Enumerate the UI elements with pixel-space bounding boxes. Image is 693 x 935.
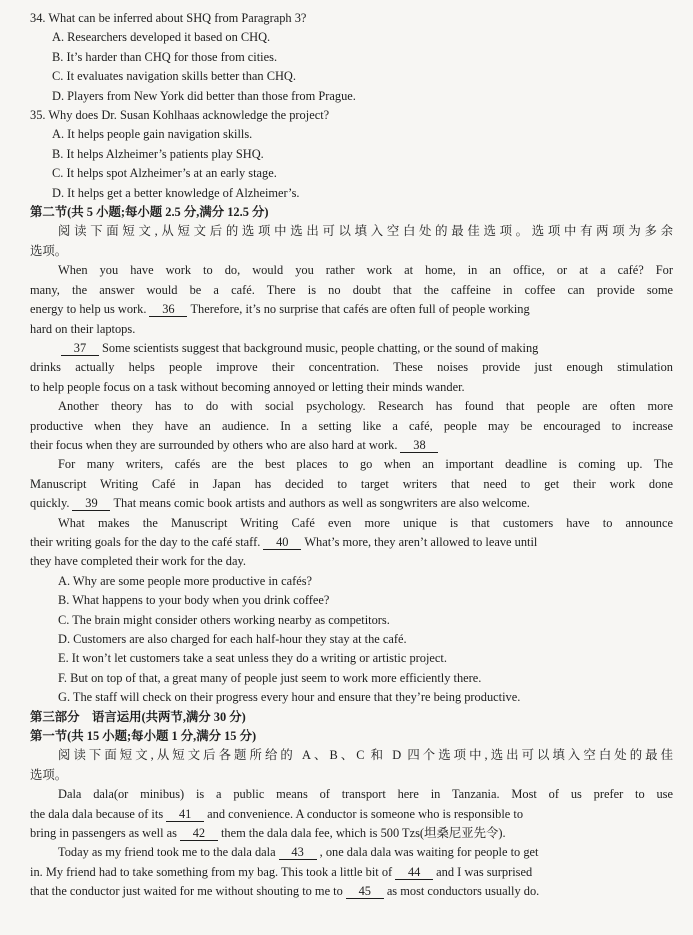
passage-text: them the dala dala fee, which is 500 Tzs(坦桑尼亚先令). xyxy=(220,826,506,841)
blank-44: 44 xyxy=(395,865,433,880)
passage-text: bring in passengers as well as xyxy=(30,826,177,841)
section-2-instructions-line2: 选项。 xyxy=(30,243,68,258)
section-2-instructions-line1: 阅读下面短文,从短文后的选项中选出可以填入空白处的最佳选项。选项中有两项为多余 xyxy=(58,224,673,239)
passage-text: their writing goals for the day to the café staff. xyxy=(30,534,261,549)
passage-p1-line1: When you have work to do, would you rather work at home, in an office, or at a café? For xyxy=(58,263,673,278)
blank-41: 41 xyxy=(166,807,204,822)
blank-45: 45 xyxy=(346,884,384,899)
cloze-p2-line3 xyxy=(30,882,673,901)
passage-text: as most conductors usually do. xyxy=(386,884,540,899)
passage-p1-line4: hard on their laptops. xyxy=(30,321,136,336)
section-2-heading: 第二节(共 5 小题;每小题 2.5 分,满分 12.5 分) xyxy=(30,205,269,220)
passage-p2-line3: to help people focus on a task without becoming annoyed or letting their minds wander. xyxy=(30,379,465,394)
passage-p3-line1: Another theory has to do with social psychology. Research has found that people are often more xyxy=(58,399,673,414)
passage-p1-line3 xyxy=(30,300,673,319)
passage-text: , one dala dala was waiting for people to get xyxy=(319,845,539,860)
passage-text: their focus when they are surrounded by others who are also hard at work. xyxy=(30,437,398,452)
part-3-section-1-heading: 第一节(共 15 小题;每小题 1 分,满分 15 分) xyxy=(30,729,257,744)
blank-39: 39 xyxy=(72,496,110,511)
part-3-heading: 第三部分 语言运用(共两节,满分 30 分) xyxy=(30,709,246,724)
passage-text: What’s more, they aren’t allowed to leave until xyxy=(304,534,538,549)
choice-b: B. What happens to your body when you drink coffee? xyxy=(58,593,330,608)
blank-43: 43 xyxy=(279,845,317,860)
passage-text: Therefore, it’s no surprise that cafés are often full of people working xyxy=(190,302,530,317)
question-35-option-a: A. It helps people gain navigation skills. xyxy=(52,127,253,142)
choice-c: C. The brain might consider others working nearby as competitors. xyxy=(58,612,390,627)
blank-36: 36 xyxy=(149,302,187,317)
part-3-instructions-line2: 选项。 xyxy=(30,767,68,782)
choice-g: G. The staff will check on their progress every hour and ensure that they’re being productive. xyxy=(58,690,521,705)
blank-38: 38 xyxy=(400,438,438,453)
passage-p5-line2 xyxy=(30,533,673,552)
question-34-option-d: D. Players from New York did better than those from Prague. xyxy=(52,88,356,103)
question-35-option-d: D. It helps get a better knowledge of Alzheimer’s. xyxy=(52,185,300,200)
blank-42: 42 xyxy=(180,826,218,841)
question-34-stem: 34. What can be inferred about SHQ from Paragraph 3? xyxy=(30,11,307,25)
passage-p1-line2: many, the answer would be a café. There is no doubt that the caffeine in coffee can provide some xyxy=(30,282,673,297)
passage-text: energy to help us work. xyxy=(30,302,147,317)
blank-37: 37 xyxy=(61,341,99,356)
question-35-stem: 35. Why does Dr. Susan Kohlhaas acknowledge the project? xyxy=(30,108,330,123)
passage-text: Some scientists suggest that background music, people chatting, or the sound of making xyxy=(102,340,539,355)
passage-text: quickly. xyxy=(30,496,70,511)
blank-40: 40 xyxy=(263,535,301,550)
cloze-p1-line1: Dala dala(or minibus) is a public means of transport here in Tanzania. Most of us prefer to use xyxy=(58,787,673,802)
passage-text: and I was surprised xyxy=(436,864,533,879)
passage-p4-line3 xyxy=(30,494,673,513)
passage-p4-line1: For many writers, cafés are the best places to go when an important deadline is coming up. The xyxy=(58,457,673,472)
passage-p3-line3 xyxy=(30,436,673,455)
question-35-option-b: B. It helps Alzheimer’s patients play SHQ. xyxy=(52,146,264,161)
passage-p4-line2: Manuscript Writing Café in Japan has decided to target writers that need to get their work done xyxy=(30,476,673,491)
cloze-p1-line2 xyxy=(30,805,673,824)
choice-a: A. Why are some people more productive in cafés? xyxy=(58,573,313,588)
passage-p2-line2: drinks actually helps people improve their concentration. These noises provide just enough stimulation xyxy=(30,360,673,375)
passage-p5-line1: What makes the Manuscript Writing Café even more unique is that customers have to announce xyxy=(58,515,673,530)
passage-p3-line2: productive when they have an audience. In a setting like a café, people may be encouraged to increase xyxy=(30,418,673,433)
choice-e: E. It won’t let customers take a seat unless they do a writing or artistic project. xyxy=(58,651,447,666)
passage-p2-line1 xyxy=(30,339,673,358)
passage-text: That means comic book artists and authors as well as songwriters are also welcome. xyxy=(113,496,530,511)
cloze-p2-line2 xyxy=(30,863,673,882)
passage-text: that the conductor just waited for me without shouting to me to xyxy=(30,884,343,899)
passage-text: the dala dala because of its xyxy=(30,806,164,821)
passage-text: and convenience. A conductor is someone who is responsible to xyxy=(207,806,524,821)
choice-f: F. But on top of that, a great many of people just seem to work more efficiently there. xyxy=(58,670,482,685)
question-34-option-b: B. It’s harder than CHQ for those from cities. xyxy=(52,49,278,64)
cloze-p2-line1 xyxy=(30,843,673,862)
cloze-p1-line3 xyxy=(30,824,673,843)
passage-text: Today as my friend took me to the dala dala xyxy=(58,845,276,860)
part-3-instructions-line1: 阅读下面短文,从短文后各题所给的 A、B、C 和 D 四个选项中,选出可以填入空白处的最佳 xyxy=(58,748,673,763)
question-34-option-c: C. It evaluates navigation skills better than CHQ. xyxy=(52,69,296,84)
passage-text: in. My friend had to take something from my bag. This took a little bit of xyxy=(30,864,393,879)
passage-p5-line3: they have completed their work for the day. xyxy=(30,554,246,569)
question-35-option-c: C. It helps spot Alzheimer’s at an early stage. xyxy=(52,166,277,181)
choice-d: D. Customers are also charged for each half-hour they stay at the café. xyxy=(58,632,407,646)
question-34-option-a: A. Researchers developed it based on CHQ. xyxy=(52,30,271,45)
